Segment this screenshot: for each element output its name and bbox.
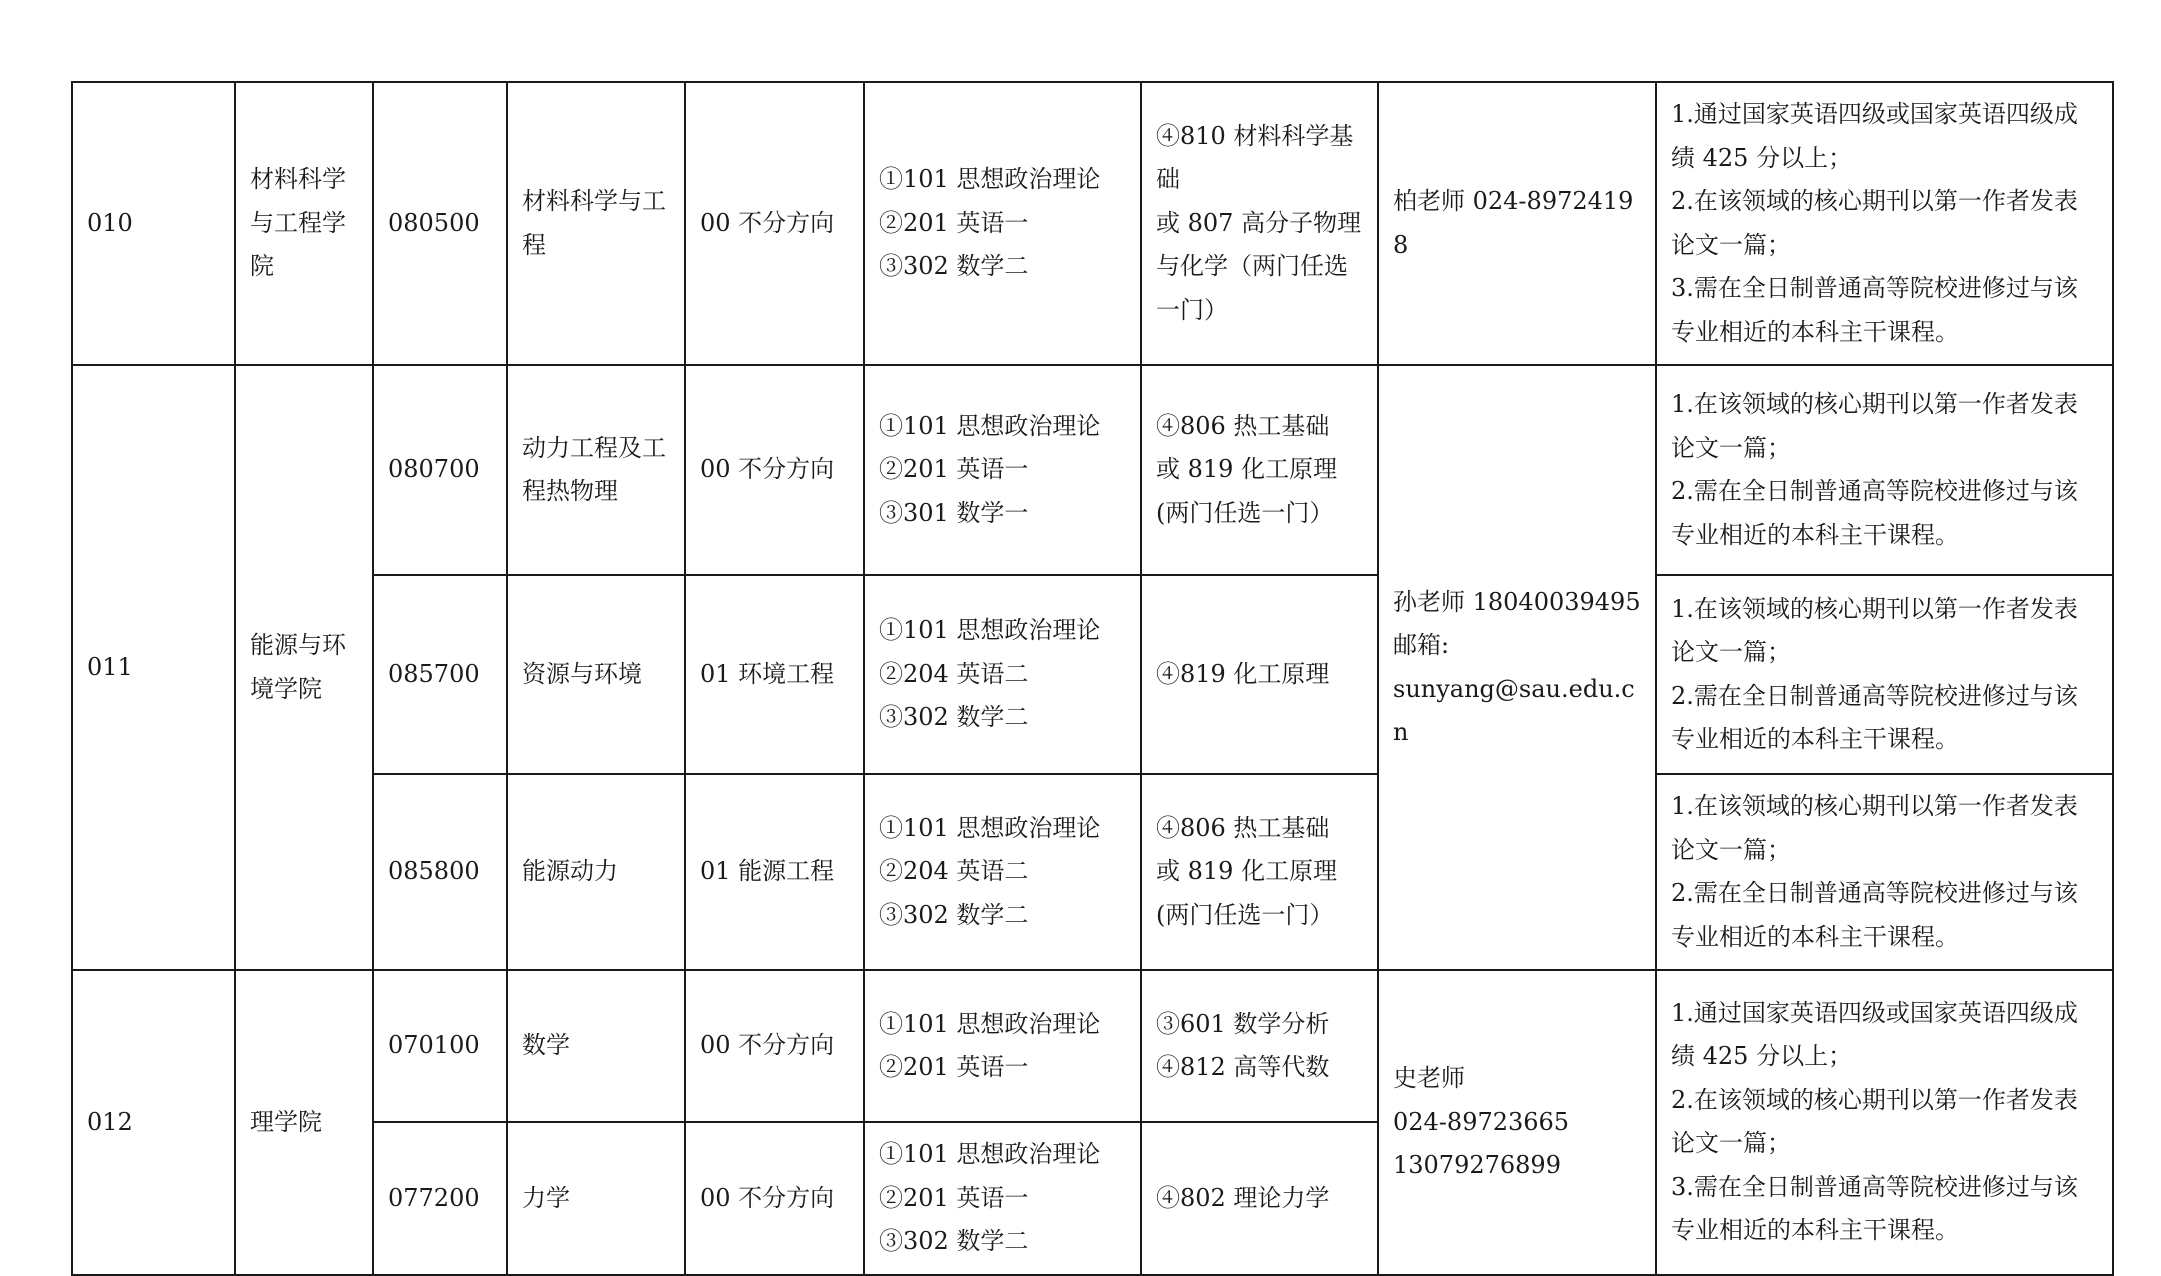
school-name: 理学院 xyxy=(235,970,373,1275)
contact-email: sunyang@sau.edu.cn xyxy=(1393,674,1635,746)
exam-line: ③301 数学一 xyxy=(879,498,1029,527)
exam-line: ②204 英语二 xyxy=(879,857,1029,886)
exam-line: ①101 思想政治理论 xyxy=(879,411,1101,440)
exam-line: ②201 英语一 xyxy=(879,455,1029,484)
exam-subjects xyxy=(864,82,1141,365)
major-name: 能源动力 xyxy=(507,774,685,970)
major-code: 085700 xyxy=(373,575,507,774)
subject-line: ④810 材料科学基础 xyxy=(1156,121,1354,194)
professional-subject xyxy=(1141,774,1378,970)
subject-line: ④806 热工基础 xyxy=(1156,813,1330,842)
requirement-line: 3.需在全日制普通高等院校进修过与该专业相近的本科主干课程。 xyxy=(1671,274,2078,346)
research-direction: 01 能源工程 xyxy=(685,774,864,970)
exam-line: ①101 思想政治理论 xyxy=(879,1009,1101,1038)
subject-line: ④802 理论力学 xyxy=(1156,1183,1330,1212)
school-code: 010 xyxy=(72,82,235,365)
exam-line: ①101 思想政治理论 xyxy=(879,1140,1101,1168)
requirement-line: 3.需在全日制普通高等院校进修过与该专业相近的本科主干课程。 xyxy=(1671,1172,2078,1245)
major-name: 资源与环境 xyxy=(507,575,685,774)
requirement-line: 1.在该领域的核心期刊以第一作者发表论文一篇； xyxy=(1671,594,2078,666)
exam-line: ③302 数学二 xyxy=(879,252,1029,281)
contact-info xyxy=(1378,365,1656,970)
exam-line: ②204 英语二 xyxy=(879,659,1029,688)
requirement-line: 2.需在全日制普通高等院校进修过与该专业相近的本科主干课程。 xyxy=(1671,879,2078,951)
contact-line: 孙老师 18040039495 xyxy=(1393,587,1641,616)
research-direction: 00 不分方向 xyxy=(685,82,864,365)
requirements xyxy=(1656,365,2113,575)
exam-line: ②201 英语一 xyxy=(879,208,1029,237)
contact-line: 13079276899 xyxy=(1393,1151,1561,1179)
table-row xyxy=(72,575,2113,774)
subject-line: 或 807 高分子物理与化学（两门任选一门） xyxy=(1156,208,1362,324)
exam-line: ①101 思想政治理论 xyxy=(879,813,1101,842)
exam-line: ①101 思想政治理论 xyxy=(879,165,1101,194)
exam-subjects xyxy=(864,365,1141,575)
subject-line: ③601 数学分析 xyxy=(1156,1009,1330,1038)
exam-line: ③302 数学二 xyxy=(879,900,1029,929)
research-direction: 00 不分方向 xyxy=(685,365,864,575)
contact-line: 史老师 xyxy=(1393,1064,1465,1092)
major-code: 077200 xyxy=(373,1122,507,1275)
major-code: 085800 xyxy=(373,774,507,970)
school-code: 011 xyxy=(72,365,235,970)
major-name: 动力工程及工程热物理 xyxy=(507,365,685,575)
exam-subjects xyxy=(864,1122,1141,1275)
requirement-line: 1.在该领域的核心期刊以第一作者发表论文一篇； xyxy=(1671,792,2078,864)
school-name: 材料科学与工程学院 xyxy=(235,82,373,365)
contact-info xyxy=(1378,970,1656,1275)
requirements xyxy=(1656,575,2113,774)
professional-subject xyxy=(1141,1122,1378,1275)
subject-line: ④812 高等代数 xyxy=(1156,1053,1330,1081)
major-name: 材料科学与工程 xyxy=(507,82,685,365)
professional-subject xyxy=(1141,82,1378,365)
subject-line: 或 819 化工原理(两门任选一门） xyxy=(1156,857,1338,929)
exam-subjects xyxy=(864,575,1141,774)
requirements xyxy=(1656,970,2113,1275)
research-direction: 00 不分方向 xyxy=(685,970,864,1122)
requirement-line: 1.在该领域的核心期刊以第一作者发表论文一篇； xyxy=(1671,390,2078,462)
requirement-line: 1.通过国家英语四级或国家英语四级成绩 425 分以上； xyxy=(1671,100,2078,172)
requirement-line: 1.通过国家英语四级或国家英语四级成绩 425 分以上； xyxy=(1671,998,2078,1071)
contact-info xyxy=(1378,82,1656,365)
subject-line: ④806 热工基础 xyxy=(1156,411,1330,440)
admissions-table xyxy=(71,81,2114,1276)
subject-line: ④819 化工原理 xyxy=(1156,659,1330,688)
major-name: 数学 xyxy=(507,970,685,1122)
research-direction: 00 不分方向 xyxy=(685,1122,864,1275)
exam-line: ②201 英语一 xyxy=(879,1183,1029,1212)
exam-line: ③302 数学二 xyxy=(879,1227,1029,1255)
requirement-line: 2.需在全日制普通高等院校进修过与该专业相近的本科主干课程。 xyxy=(1671,477,2078,549)
exam-line: ②201 英语一 xyxy=(879,1053,1029,1081)
table-row xyxy=(72,82,2113,365)
requirements xyxy=(1656,82,2113,365)
table-row xyxy=(72,365,2113,575)
exam-subjects xyxy=(864,970,1141,1122)
school-name: 能源与环境学院 xyxy=(235,365,373,970)
school-code: 012 xyxy=(72,970,235,1275)
contact-line: 邮箱: xyxy=(1393,631,1450,659)
requirement-line: 2.在该领域的核心期刊以第一作者发表论文一篇； xyxy=(1671,187,2078,259)
professional-subject xyxy=(1141,365,1378,575)
table-row xyxy=(72,774,2113,970)
major-code: 070100 xyxy=(373,970,507,1122)
major-code: 080500 xyxy=(373,82,507,365)
requirement-line: 2.需在全日制普通高等院校进修过与该专业相近的本科主干课程。 xyxy=(1671,681,2078,753)
major-code: 080700 xyxy=(373,365,507,575)
exam-line: ①101 思想政治理论 xyxy=(879,616,1101,645)
contact-line: 024-89723665 xyxy=(1393,1107,1570,1136)
requirement-line: 2.在该领域的核心期刊以第一作者发表论文一篇； xyxy=(1671,1085,2078,1158)
major-name: 力学 xyxy=(507,1122,685,1275)
subject-line: 或 819 化工原理(两门任选一门） xyxy=(1156,455,1338,527)
requirements xyxy=(1656,774,2113,970)
professional-subject xyxy=(1141,575,1378,774)
professional-subject xyxy=(1141,970,1378,1122)
contact-line: 柏老师 024-89724198 xyxy=(1393,187,1634,259)
exam-subjects xyxy=(864,774,1141,970)
exam-line: ③302 数学二 xyxy=(879,703,1029,732)
table-row xyxy=(72,970,2113,1122)
research-direction: 01 环境工程 xyxy=(685,575,864,774)
